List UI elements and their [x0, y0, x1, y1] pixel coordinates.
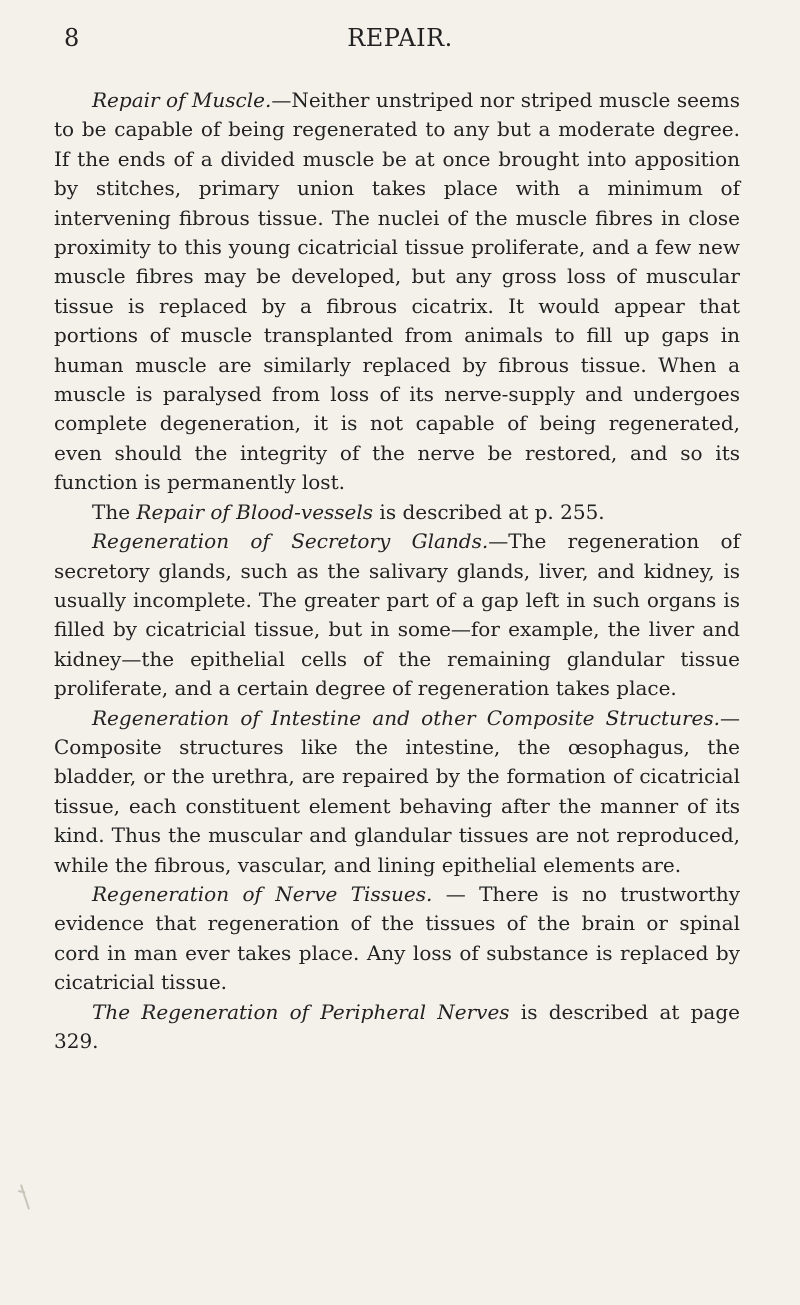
- paragraph-blood-vessels-reference: [54, 498, 740, 527]
- paragraph-repair-of-muscle: [54, 86, 740, 498]
- scan-artifact-mark: [20, 1184, 30, 1209]
- reference-title-blood-vessels: Repair of Blood-vessels: [136, 499, 374, 524]
- reference-prefix: The: [92, 499, 137, 524]
- paragraph-secretory-glands: [54, 527, 740, 703]
- paragraph-text: —Composite structures like the intestine, the œsophagus, the bladder, or the urethra, are repaired by the formation of cicatricial tissue, each constituent element behaving after the manner of its kind. Thus the muscular and glandular tissues are not reproduced, while the fibrous, vascular, and lining epithelial elements are.: [54, 705, 740, 877]
- reference-suffix: is described at page 329.: [54, 999, 740, 1053]
- body-text: [54, 86, 740, 1056]
- paragraph-nerve-tissues: [54, 880, 740, 998]
- section-heading-nerve-tissues: Regeneration of Nerve Tissues.: [92, 881, 433, 906]
- running-head: REPAIR.: [347, 24, 453, 52]
- paragraph-composite-structures: [54, 704, 740, 880]
- section-heading-secretory-glands: Regeneration of Secretory Glands.: [92, 529, 489, 554]
- reference-title-peripheral-nerves: The Regeneration of Peripheral Nerves: [92, 999, 510, 1024]
- paragraph-text: — There is no trustworthy evidence that regeneration of the tissues of the brain or spinal cord in man ever takes place. Any loss of substance is replaced by cicatricial tissue.: [54, 881, 740, 995]
- section-heading-composite-structures: Regeneration of Intestine and other Composite Structures.: [92, 705, 720, 730]
- page-number: 8: [64, 24, 80, 52]
- paragraph-text: —Neither unstriped nor striped muscle seems to be capable of being regenerated to any but a moderate degree. If the ends of a divided muscle be at once brought into apposition by stitches, primary union takes place with a minimum of intervening fibrous tissue. The nuclei of the muscle fibres in close proximity to this young cicatricial tissue proliferate, and a few new muscle fibres may be developed, but any gross loss of muscular tissue is replaced by a fibrous cicatrix. It would appear that portions of muscle transplanted from animals to fill up gaps in human muscle are similarly replaced by fibrous tissue. When a muscle is paralysed from loss of its nerve-supply and undergoes complete degeneration, it is not capable of being regenerated, even should the integrity of the nerve be restored, and so its function is permanently lost.: [54, 88, 740, 495]
- page-header: [0, 18, 800, 58]
- reference-suffix: is described at p. 255.: [373, 499, 605, 524]
- paragraph-peripheral-nerves-reference: [54, 998, 740, 1057]
- paragraph-text: —The regeneration of secretory glands, such as the salivary glands, liver, and kidney, is usually incomplete. The greater part of a gap left in such organs is filled by cicatricial tissue, but in some—for example, the liver and kidney—the epithelial cells of the remaining glandular tissue proliferate, and a certain degree of regeneration takes place.: [54, 529, 741, 701]
- section-heading-repair-of-muscle: Repair of Muscle.: [92, 88, 272, 112]
